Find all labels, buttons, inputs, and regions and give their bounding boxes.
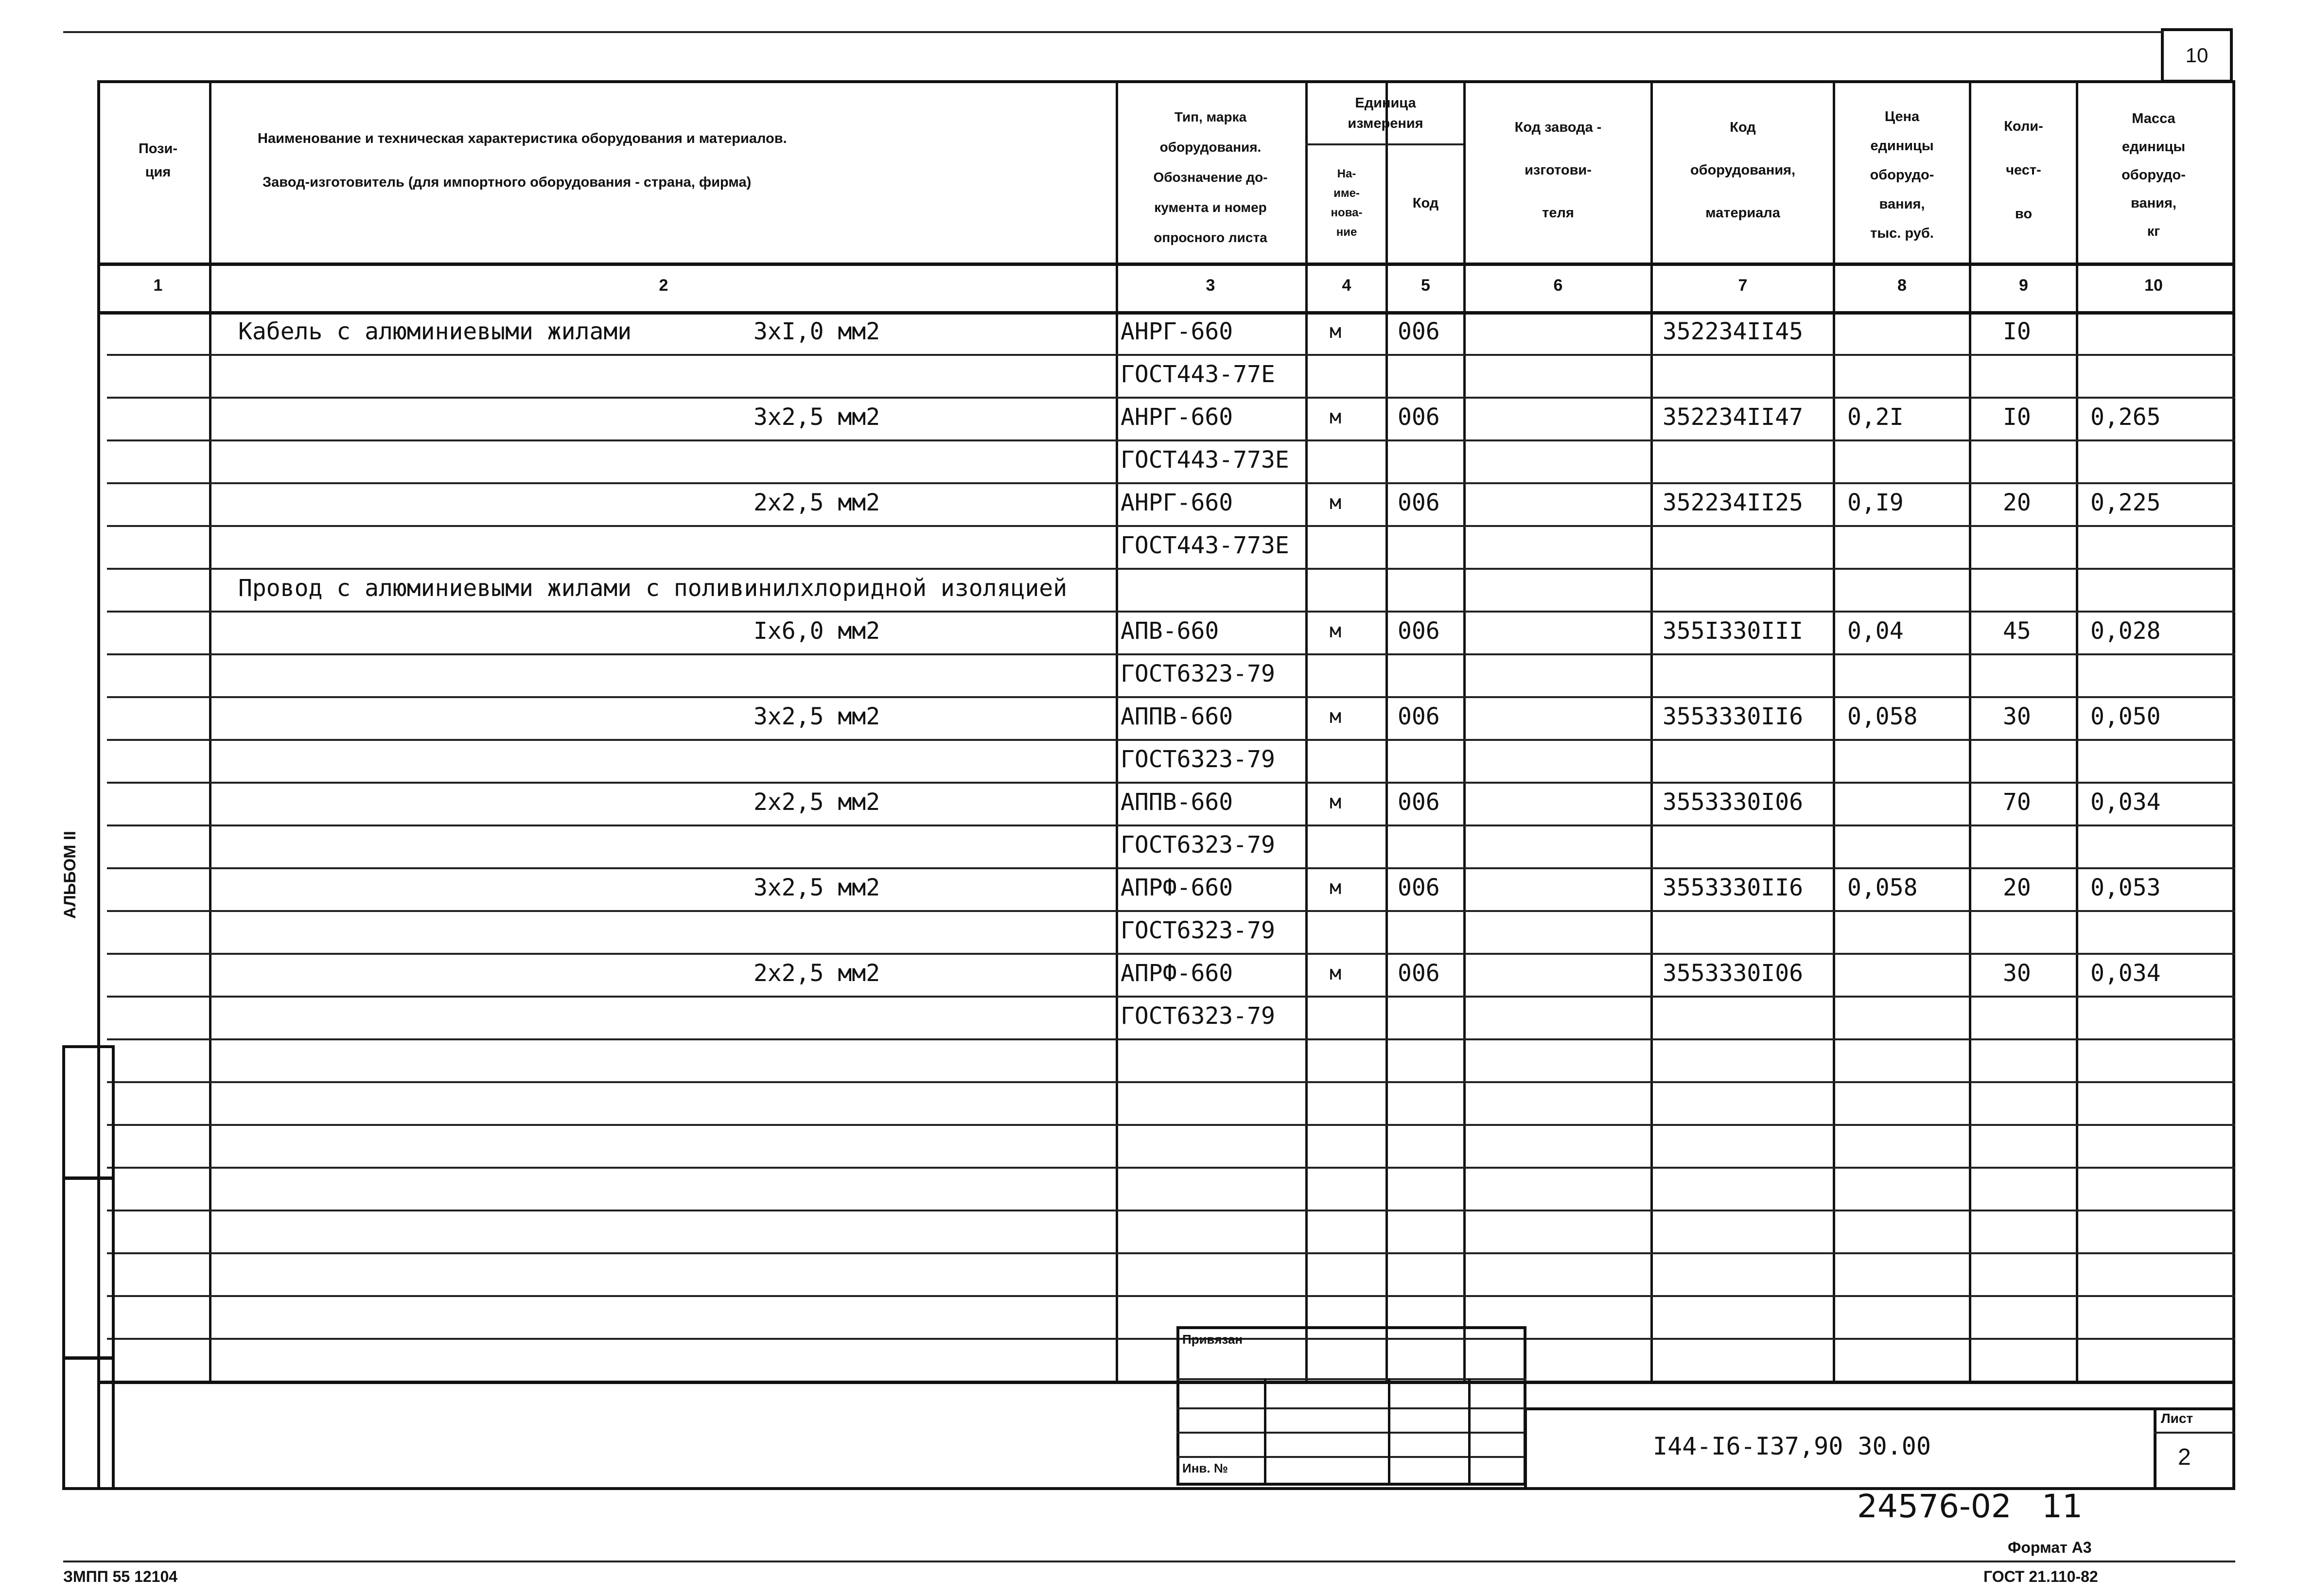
row-cell-price: 0,2I [1847, 403, 1904, 431]
row-cell-type: АНРГ-660 [1121, 403, 1233, 431]
row-cell-unit-code: 006 [1398, 318, 1440, 345]
header-unit-name: На- име- нова- ние [1331, 167, 1363, 239]
header-name-line1: Наименование и техническая характеристика оборудования и материалов. [258, 131, 787, 146]
row-cell-type: АПВ-660 [1121, 617, 1219, 645]
row-cell-mass: 0,225 [2090, 489, 2161, 516]
row-cell-spec: 3xI,0 мм2 [754, 318, 880, 345]
sheet-number-box [2161, 28, 2233, 83]
bottom-rule [63, 1561, 2235, 1562]
colnum-9: 9 [2019, 276, 2028, 295]
table-row-rule [107, 867, 2235, 869]
attached-label: Привязан [1182, 1332, 1243, 1347]
row-cell-spec: 3x2,5 мм2 [754, 703, 880, 730]
colnum-7: 7 [1738, 276, 1748, 295]
document-code: I44-I6-I37,90 30.00 [1653, 1432, 1931, 1460]
colnum-10: 10 [2144, 276, 2163, 295]
row-cell-qty: 20 [2003, 874, 2031, 901]
row-cell-spec: 2x2,5 мм2 [754, 960, 880, 987]
row-cell-type: ГОСТ6323-79 [1121, 917, 1275, 944]
binding-divider-1 [62, 1176, 115, 1180]
row-cell-type: ГОСТ443-77Е [1121, 361, 1275, 388]
row-cell-qty: 20 [2003, 489, 2031, 516]
row-cell-code: 3553330I06 [1663, 960, 1803, 987]
row-cell-code: 3553330II6 [1663, 703, 1803, 730]
handwritten-number: 24576-02 [1857, 1488, 2012, 1525]
row-cell-mass: 0,034 [2090, 789, 2161, 816]
row-cell-spec: 3x2,5 мм2 [754, 874, 880, 901]
row-cell-type: ГОСТ6323-79 [1121, 831, 1275, 859]
row-cell-mass: 0,265 [2090, 403, 2161, 431]
row-cell-type: АНРГ-660 [1121, 318, 1233, 345]
table-row-rule [107, 1295, 2235, 1297]
sheet-box-divider [2154, 1432, 2235, 1434]
table-row-rule [107, 696, 2235, 698]
row-cell-unit: м [1330, 962, 1342, 984]
inv-label: Инв. № [1182, 1461, 1228, 1475]
row-cell-code: 352234II25 [1663, 489, 1803, 516]
table-row-rule [107, 1167, 2235, 1169]
table-column-rule [209, 80, 211, 1381]
row-cell-spec: 3x2,5 мм2 [754, 403, 880, 431]
table-row-rule [107, 525, 2235, 527]
table-row-rule [107, 568, 2235, 570]
row-cell-qty: I0 [2003, 403, 2031, 431]
attached-row-4 [1176, 1456, 1526, 1458]
table-row-rule [107, 653, 2235, 655]
row-cell-type: ГОСТ443-773Е [1121, 532, 1289, 559]
row-cell-type: ГОСТ6323-79 [1121, 1002, 1275, 1030]
row-cell-unit: м [1330, 620, 1342, 642]
colnum-4: 4 [1342, 276, 1351, 295]
table-row-rule [107, 739, 2235, 741]
row-cell-unit: м [1330, 791, 1342, 813]
row-cell-type: АНРГ-660 [1121, 489, 1233, 516]
header-qty: Коли- чест- во [2004, 119, 2043, 222]
attached-col-3 [1468, 1378, 1471, 1485]
header-type: Тип, марка оборудования. Обозначение до- кумента и номер опросного листа [1153, 109, 1268, 245]
print-mark: ЗМПП 55 12104 [63, 1568, 178, 1585]
colnum-5: 5 [1421, 276, 1430, 295]
colnum-6: 6 [1553, 276, 1563, 295]
row-cell-type: ГОСТ443-773Е [1121, 446, 1289, 474]
header-unit-code: Код [1412, 195, 1439, 211]
row-cell-unit-code: 006 [1398, 789, 1440, 816]
sheet-value: 2 [2178, 1444, 2191, 1470]
table-row-rule [107, 782, 2235, 784]
row-cell-price: 0,04 [1847, 617, 1904, 645]
row-cell-code: 3553330I06 [1663, 789, 1803, 816]
sheet-label: Лист [2161, 1411, 2193, 1426]
binding-strip [62, 1045, 115, 1490]
table-row-rule [107, 439, 2235, 441]
row-cell-spec: Ix6,0 мм2 [754, 617, 880, 645]
row-cell-price: 0,058 [1847, 703, 1918, 730]
row-cell-qty: 30 [2003, 960, 2031, 987]
row-cell-mass: 0,028 [2090, 617, 2161, 645]
row-cell-name: Кабель с алюминиевыми жилами [238, 318, 632, 345]
table-row-rule [107, 354, 2235, 356]
row-cell-mass: 0,034 [2090, 960, 2161, 987]
header-maker-code: Код завода - изготови- теля [1514, 120, 1602, 221]
row-cell-unit: м [1330, 877, 1342, 899]
album-label: АЛЬБОМ II [61, 831, 79, 919]
header-price: Цена единицы оборудо- вания, тыс. руб. [1870, 109, 1934, 241]
row-cell-qty: 45 [2003, 617, 2031, 645]
table-row-rule [107, 1038, 2235, 1040]
table-bottom-rule [97, 1381, 2235, 1384]
row-cell-qty: I0 [2003, 318, 2031, 345]
row-cell-code: 3553330II6 [1663, 874, 1803, 901]
binding-divider-2 [62, 1356, 115, 1360]
table-row-rule [107, 824, 2235, 826]
row-cell-name: Провод с алюминиевыми жилами с поливинилхлоридной изоляцией [238, 575, 1068, 602]
row-cell-price: 0,I9 [1847, 489, 1904, 516]
row-cell-unit-code: 006 [1398, 403, 1440, 431]
unit-group-rule [1305, 143, 1463, 145]
attached-block [1176, 1326, 1526, 1486]
header-position: Пози- ция [138, 141, 178, 180]
row-cell-unit-code: 006 [1398, 489, 1440, 516]
row-cell-unit: м [1330, 406, 1342, 428]
colnum-8: 8 [1897, 276, 1907, 295]
row-cell-type: ГОСТ6323-79 [1121, 660, 1275, 687]
attached-row-3 [1176, 1432, 1526, 1434]
table-row-rule [107, 1252, 2235, 1254]
header-name-line2: Завод-изготовитель (для импортного оборудования - страна, фирма) [263, 175, 752, 190]
row-cell-unit-code: 006 [1398, 617, 1440, 645]
row-cell-unit-code: 006 [1398, 874, 1440, 901]
row-cell-type: АПРФ-660 [1121, 960, 1233, 987]
row-cell-type: АППВ-660 [1121, 703, 1233, 730]
format-label: Формат А3 [2008, 1539, 2092, 1556]
table-row-rule [107, 1124, 2235, 1126]
row-cell-unit-code: 006 [1398, 703, 1440, 730]
handwritten-sheet: 11 [2042, 1488, 2083, 1525]
standard-label: ГОСТ 21.110-82 [1983, 1568, 2098, 1585]
colnum-1: 1 [153, 276, 163, 295]
row-cell-price: 0,058 [1847, 874, 1918, 901]
table-row-rule [107, 910, 2235, 912]
attached-col-1 [1264, 1378, 1266, 1485]
row-cell-unit: м [1330, 705, 1342, 728]
table-row-rule [107, 1081, 2235, 1083]
row-cell-unit: м [1330, 320, 1342, 343]
attached-row-2 [1176, 1407, 1526, 1409]
header-material-code: Код оборудования, материала [1690, 120, 1796, 221]
row-cell-unit-code: 006 [1398, 960, 1440, 987]
top-rule [63, 31, 2163, 33]
row-cell-type: АПРФ-660 [1121, 874, 1233, 901]
row-cell-spec: 2x2,5 мм2 [754, 789, 880, 816]
row-cell-qty: 30 [2003, 703, 2031, 730]
row-cell-mass: 0,050 [2090, 703, 2161, 730]
colnum-2: 2 [659, 276, 668, 295]
sheet-number: 10 [2185, 44, 2209, 67]
header-mass: Масса единицы оборудо- вания, кг [2122, 111, 2186, 239]
attached-row-1 [1176, 1378, 1526, 1380]
header-unit-group: Единица измерения [1348, 95, 1423, 131]
table-row-rule [107, 996, 2235, 998]
row-cell-code: 355I330III [1663, 617, 1803, 645]
row-cell-mass: 0,053 [2090, 874, 2161, 901]
row-cell-type: АППВ-660 [1121, 789, 1233, 816]
row-cell-code: 352234II45 [1663, 318, 1803, 345]
table-row-rule [107, 1210, 2235, 1211]
table-row-rule [107, 953, 2235, 955]
row-cell-spec: 2x2,5 мм2 [754, 489, 880, 516]
row-cell-qty: 70 [2003, 789, 2031, 816]
colnum-bottom-rule [97, 311, 2235, 315]
table-row-rule [107, 397, 2235, 399]
row-cell-code: 352234II47 [1663, 403, 1803, 431]
table-row-rule [107, 482, 2235, 484]
table-row-rule [107, 611, 2235, 613]
row-cell-unit: м [1330, 491, 1342, 514]
colnum-3: 3 [1206, 276, 1215, 295]
table-row-rule [107, 1338, 2235, 1340]
attached-col-2 [1388, 1378, 1390, 1485]
row-cell-type: ГОСТ6323-79 [1121, 746, 1275, 773]
